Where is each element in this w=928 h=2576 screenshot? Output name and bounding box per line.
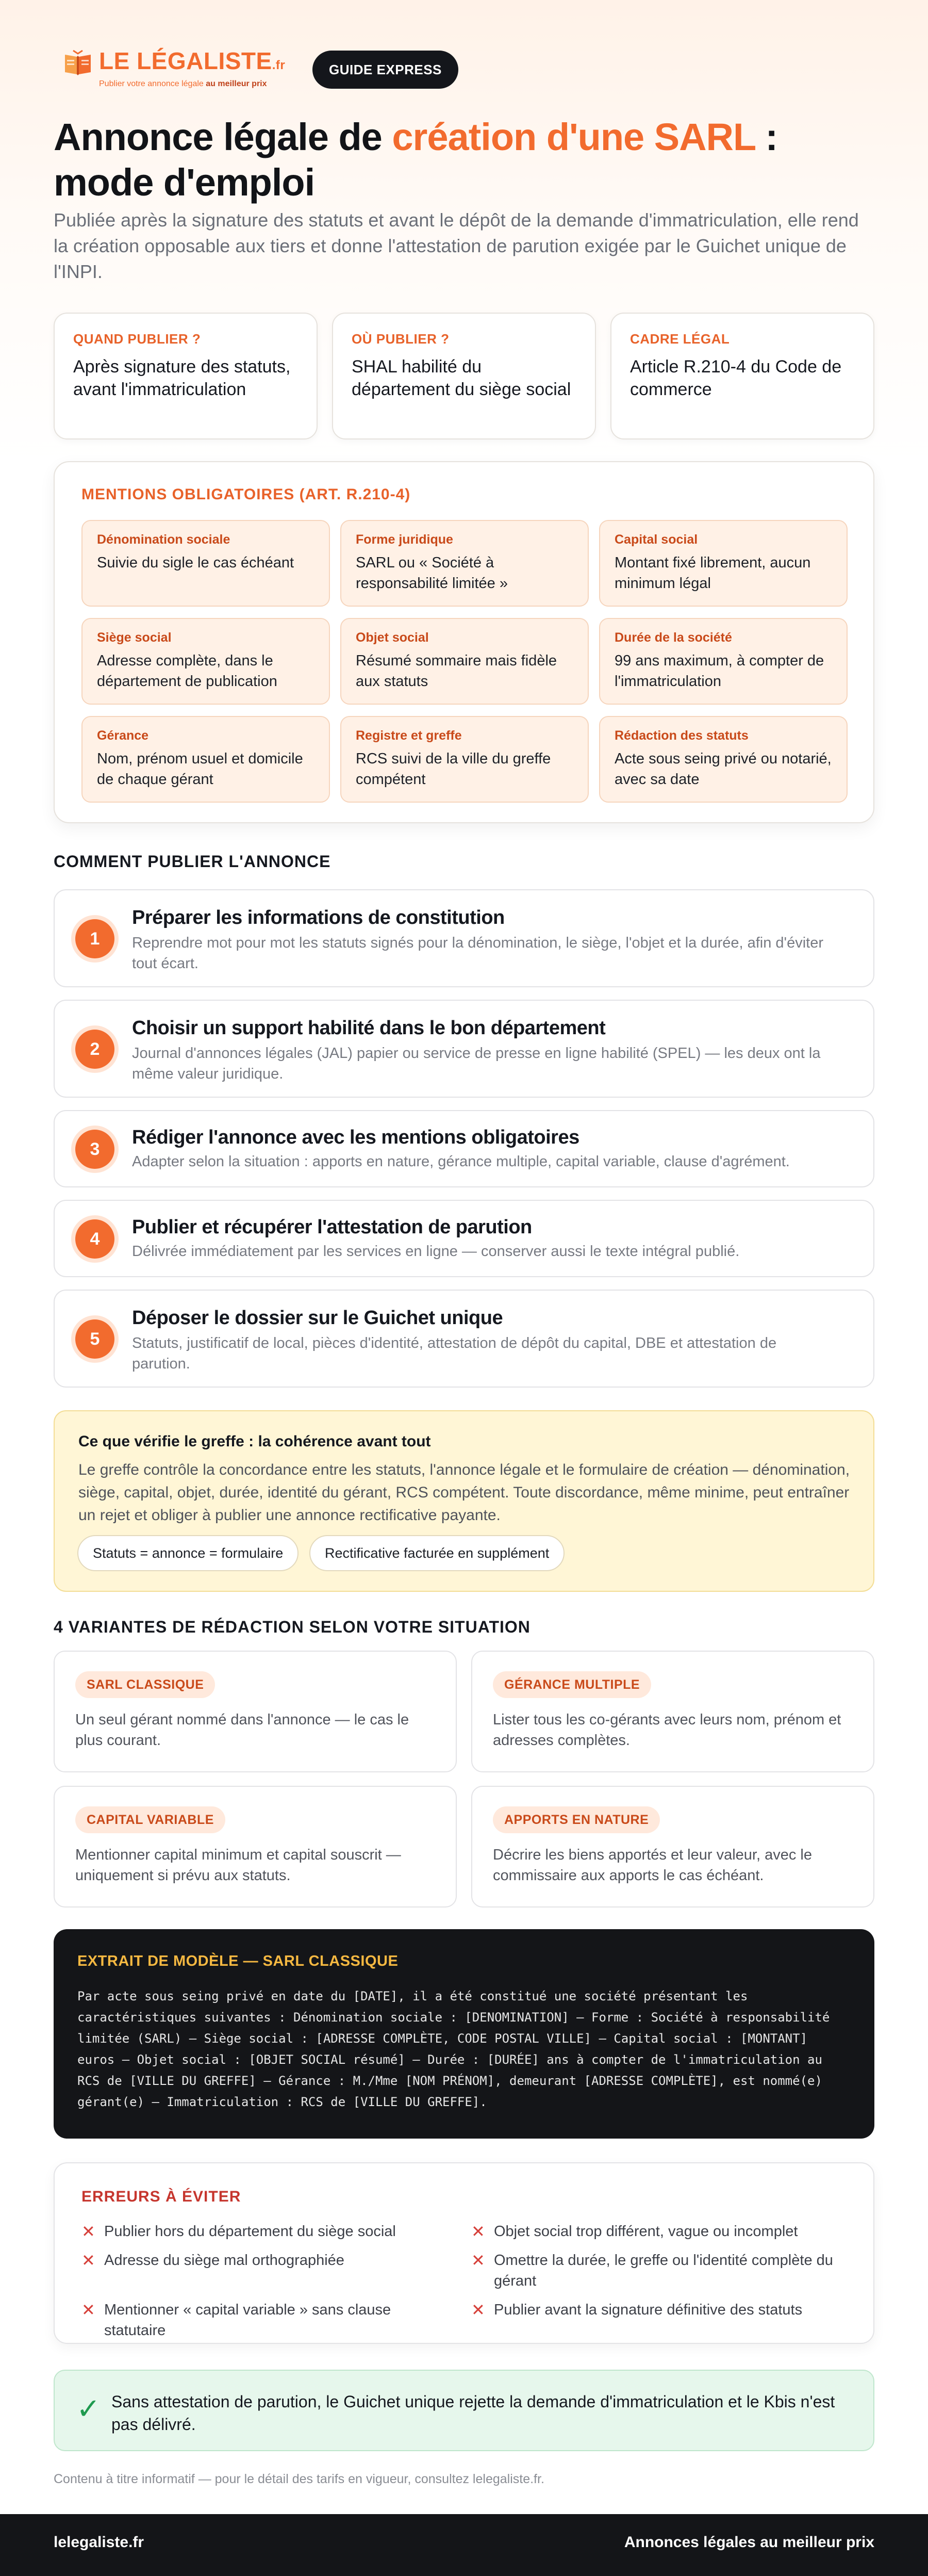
brand-name: LE LÉGALISTE.fr — [99, 47, 286, 74]
intro-text: Publiée après la signature des statuts et avant le dépôt de la demande d'immatriculation, elle rend la création opposable aux tiers et donne l'attestation de parution exigée par le Guichet unique de l'INPI. — [54, 209, 859, 282]
footer-site-link[interactable]: lelegaliste.fr — [54, 2534, 144, 2551]
mention-siege — [81, 618, 330, 705]
model-title: EXTRAIT DE MODÈLE — SARL CLASSIQUE — [77, 1953, 399, 1969]
error-item: ✕ Publier hors du département du siège social — [81, 2222, 396, 2241]
error-item: ✕ Mentionner « capital variable » sans clause statutaire — [81, 2301, 391, 2339]
mandatory-mentions — [54, 461, 874, 823]
header — [54, 47, 874, 89]
mentions-title: MENTIONS OBLIGATOIRES (ART. R.210-4) — [81, 486, 411, 503]
footer-slogan: Annonces légales au meilleur prix — [624, 2534, 874, 2551]
step-title: Rédiger l'annonce avec les mentions obligatoires — [132, 1127, 579, 1148]
mention-label: Dénomination sociale — [97, 532, 230, 547]
mention-text: Acte sous seing privé ou notarié, avec sa date — [615, 751, 832, 788]
step-item — [54, 1290, 874, 1388]
info-card-value: Après signature des statuts, avant l'immatriculation — [73, 357, 291, 399]
info-card-label: QUAND PUBLIER ? — [73, 331, 201, 347]
variant-badge: SARL CLASSIQUE — [75, 1671, 215, 1698]
step-desc: Délivrée immédiatement par les services en ligne — conserver aussi le texte intégral publié. — [132, 1243, 740, 1260]
variant-text: Lister tous les co-gérants avec leurs nom, prénom et adresses complètes. — [493, 1711, 841, 1749]
footer — [0, 2514, 928, 2576]
mention-forme — [340, 520, 589, 607]
error-item: ✕ Omettre la durée, le greffe ou l'identité complète du gérant — [471, 2251, 833, 2289]
book-icon — [63, 50, 93, 76]
step-desc: Reprendre mot pour mot les statuts signés pour la dénomination, le siège, l'objet et la durée, afin d'éviter tout écart. — [132, 935, 823, 972]
info-card-label: OÙ PUBLIER ? — [352, 331, 450, 347]
info-card-label: CADRE LÉGAL — [630, 331, 730, 347]
cross-icon: ✕ — [471, 2301, 485, 2319]
mention-label: Capital social — [615, 532, 698, 547]
mention-text: Adresse complète, dans le département de publication — [97, 653, 277, 690]
step-title: Préparer les informations de constitution — [132, 907, 505, 928]
mention-label: Forme juridique — [356, 532, 453, 547]
variant-card — [54, 1786, 457, 1907]
mention-text: Suivie du sigle le cas échéant — [97, 555, 294, 571]
step-item — [54, 1110, 874, 1187]
success-text: Sans attestation de parution, le Guichet unique rejette la demande d'immatriculation et le Kbis n'est pas délivré. — [111, 2392, 835, 2434]
model-text: Par acte sous seing privé en date du [DATE], il a été constitué une société présentant les caractéristiques suivantes : Dénomination sociale : [DENOMINATION] — Forme : Société à responsabilité limitée (SARL) — Siège social : [ADRESSE COMPLÈTE, CODE POSTAL VILLE] — Capital social : [MONTANT] euros — Objet social : [OBJET SOCIAL résumé] — Durée : [DURÉE] ans à compter de l'immatriculation au RCS de [VILLE DU GREFFE] — Gérance : M./Mme [NOM PRÉNOM], demeurant [ADRESSE COMPLÈTE], est nommé(e) gérant(e) — Immatriculation : RCS de [VILLE DU GREFFE]. — [77, 1989, 830, 2109]
mention-text: SARL ou « Société à responsabilité limitée » — [356, 555, 508, 592]
step-item — [54, 1200, 874, 1277]
mention-redaction — [599, 716, 848, 803]
step-number: 1 — [75, 919, 114, 958]
step-number: 5 — [75, 1319, 114, 1359]
variant-text: Mentionner capital minimum et capital souscrit — uniquement si prévu aux statuts. — [75, 1847, 401, 1884]
cross-icon: ✕ — [81, 2301, 95, 2319]
info-card-value: Article R.210-4 du Code de commerce — [630, 357, 842, 399]
step-title: Publier et récupérer l'attestation de parution — [132, 1216, 532, 1238]
step-number: 4 — [75, 1219, 114, 1259]
info-cards — [54, 313, 874, 439]
mention-text: Montant fixé librement, aucun minimum légal — [615, 555, 811, 592]
variant-badge: GÉRANCE MULTIPLE — [493, 1671, 651, 1698]
guide-badge: GUIDE EXPRESS — [312, 51, 458, 89]
brand-tagline: Publier votre annonce légale au meilleur prix — [99, 79, 267, 88]
step-item — [54, 889, 874, 987]
step-title: Déposer le dossier sur le Guichet unique — [132, 1307, 503, 1329]
variants-section-title: 4 VARIANTES DE RÉDACTION SELON VOTRE SITUATION — [54, 1618, 531, 1636]
alert-chip: Rectificative facturée en supplément — [309, 1535, 565, 1571]
mention-label: Rédaction des statuts — [615, 728, 749, 743]
error-item: ✕ Publier avant la signature définitive des statuts — [471, 2301, 803, 2319]
steps-section-title: COMMENT PUBLIER L'ANNONCE — [54, 852, 331, 871]
model-excerpt — [54, 1929, 874, 2139]
greffe-alert — [54, 1410, 874, 1592]
mention-label: Gérance — [97, 728, 149, 743]
mention-text: 99 ans maximum, à compter de l'immatriculation — [615, 653, 824, 690]
info-card-legal — [610, 313, 874, 439]
page-title: Annonce légale de création d'une SARL : mode d'emploi — [54, 116, 778, 204]
brand-logo[interactable] — [63, 48, 285, 89]
check-icon: ✓ — [76, 2392, 101, 2425]
cross-icon: ✕ — [81, 2251, 95, 2270]
error-item: ✕ Objet social trop différent, vague ou incomplet — [471, 2222, 798, 2241]
mention-label: Registre et greffe — [356, 728, 462, 743]
mention-text: Nom, prénom usuel et domicile de chaque gérant — [97, 751, 303, 788]
alert-text: Le greffe contrôle la concordance entre les statuts, l'annonce légale et le formulaire de création — dénomination, siège, capital, objet, durée, identité du gérant, RCS compétent. Toute discordance, même minime, peut entraîner un rejet et obliger à publier une annonce rectificative payante. — [78, 1461, 850, 1524]
step-desc: Statuts, justificatif de local, pièces d'identité, attestation de dépôt du capital, DBE et attestation de parution. — [132, 1335, 777, 1372]
cross-icon: ✕ — [81, 2222, 95, 2241]
mention-duree — [599, 618, 848, 705]
alert-chip: Statuts = annonce = formulaire — [77, 1535, 299, 1571]
variant-badge: APPORTS EN NATURE — [493, 1806, 660, 1833]
alert-title: Ce que vérifie le greffe : la cohérence avant tout — [78, 1433, 431, 1450]
mention-gerance — [81, 716, 330, 803]
mention-capital — [599, 520, 848, 607]
mention-text: Résumé sommaire mais fidèle aux statuts — [356, 653, 557, 690]
variant-badge: CAPITAL VARIABLE — [75, 1806, 225, 1833]
step-title: Choisir un support habilité dans le bon département — [132, 1017, 606, 1039]
variant-text: Décrire les biens apportés et leur valeur, avec le commissaire aux apports le cas échéant. — [493, 1847, 812, 1884]
errors-box — [54, 2162, 874, 2344]
info-card-where — [332, 313, 596, 439]
success-note — [54, 2370, 874, 2451]
mention-text: RCS suivi de la ville du greffe compétent — [356, 751, 551, 788]
step-number: 2 — [75, 1030, 114, 1069]
cross-icon: ✕ — [471, 2222, 485, 2241]
variant-card — [54, 1651, 457, 1772]
mention-objet — [340, 618, 589, 705]
step-item — [54, 1000, 874, 1098]
mention-denomination — [81, 520, 330, 607]
step-desc: Journal d'annonces légales (JAL) papier ou service de presse en ligne habilité (SPEL) — les deux ont la même valeur juridique. — [132, 1045, 821, 1082]
mention-label: Objet social — [356, 630, 429, 645]
variant-card — [471, 1786, 874, 1907]
variant-text: Un seul gérant nommé dans l'annonce — le cas le plus courant. — [75, 1711, 409, 1749]
step-desc: Adapter selon la situation : apports en nature, gérance multiple, capital variable, clause d'agrément. — [132, 1153, 790, 1170]
error-item: ✕ Adresse du siège mal orthographiée — [81, 2251, 344, 2270]
disclaimer: Contenu à titre informatif — pour le détail des tarifs en vigueur, consultez lelegaliste.fr. — [54, 2472, 544, 2486]
mention-registre — [340, 716, 589, 803]
cross-icon: ✕ — [471, 2251, 485, 2270]
info-card-when — [54, 313, 318, 439]
mention-label: Durée de la société — [615, 630, 732, 645]
mention-label: Siège social — [97, 630, 172, 645]
step-number: 3 — [75, 1130, 114, 1169]
errors-title: ERREURS À ÉVITER — [81, 2188, 241, 2205]
variant-card — [471, 1651, 874, 1772]
info-card-value: SHAL habilité du département du siège social — [352, 357, 571, 399]
